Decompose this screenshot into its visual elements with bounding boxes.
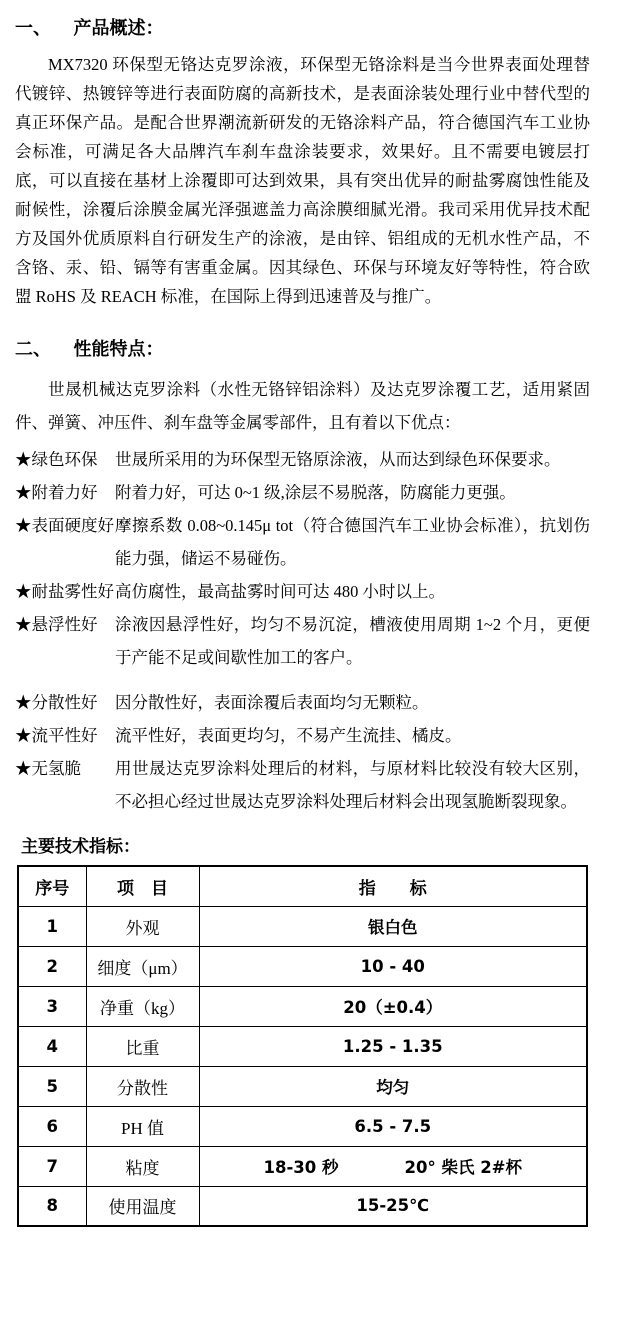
feature-description: 附着力好，可达 0~1 级,涂层不易脱落，防腐能力更强。 — [115, 483, 516, 502]
star-icon: ★ — [15, 759, 32, 778]
section-1-heading — [15, 14, 590, 40]
feature-label: ★分散性好 — [15, 693, 98, 712]
table-header-row — [18, 866, 587, 906]
section-2-number: 二、 — [15, 339, 51, 359]
star-icon: ★ — [15, 516, 32, 535]
row-item: 分散性 — [86, 1066, 199, 1106]
row-index: 4 — [18, 1026, 86, 1066]
row-index: 3 — [18, 986, 86, 1026]
table-row — [18, 1186, 587, 1226]
column-header-indicator: 指 标 — [199, 866, 587, 906]
feature-item — [15, 686, 590, 719]
row-item: 比重 — [86, 1026, 199, 1066]
star-icon: ★ — [15, 615, 32, 634]
feature-item — [15, 719, 590, 752]
row-index: 1 — [18, 906, 86, 946]
row-index: 8 — [18, 1186, 86, 1226]
row-item: 净重（kg） — [86, 986, 199, 1026]
feature-item — [15, 608, 590, 674]
star-icon: ★ — [15, 483, 32, 502]
feature-label: ★流平性好 — [15, 726, 98, 745]
star-icon: ★ — [15, 582, 32, 601]
row-value: 10 - 40 — [199, 946, 587, 986]
row-value: 均匀 — [199, 1066, 587, 1106]
row-item: PH 值 — [86, 1106, 199, 1146]
features-list — [15, 443, 590, 818]
feature-item — [15, 575, 590, 608]
feature-label: ★表面硬度好 — [15, 516, 114, 535]
feature-description: 涂液因悬浮性好，均匀不易沉淀，槽液使用周期 1~2 个月，更便于产能不足或间歇性加工的客户。 — [115, 615, 590, 667]
row-value: 18-30 秒 20° 柴氏 2#杯 — [199, 1146, 587, 1186]
features-intro: 世晟机械达克罗涂料（水性无铬锌铝涂料）及达克罗涂覆工艺，适用紧固件、弹簧、冲压件、刹车盘等金属零部件，且有着以下优点： — [15, 380, 590, 432]
product-overview-paragraph: MX7320 环保型无铬达克罗涂液，环保型无铬涂料是当今世界表面处理替代镀锌、热镀锌等进行表面防腐的高新技术，是表面涂装处理行业中替代型的真正环保产品。是配合世界潮流新研发的无铬涂料产品，符合德国汽车工业协会标准，可满足各大品牌汽车刹车盘涂装要求，效果好。且不需要电镀层打底，可以直接在基材上涂覆即可达到效果，具有突出优异的耐盐雾腐蚀性能及耐候性，涂覆后涂膜金属光泽强遮盖力高涂膜细腻光滑。我司采用优异技术配方及国外优质原料自行研发生产的涂液，是由锌、铝组成的无机水性产品，不含铬、汞、铅、镉等有害重金属。因其绿色、环保与环境友好等特性，符合欧盟 RoHS 及 REACH 标准，在国际上得到迅速普及与推广。 — [15, 55, 590, 306]
feature-label: ★悬浮性好 — [15, 615, 98, 634]
table-row — [18, 906, 587, 946]
feature-label: ★耐盐雾性好 — [15, 582, 114, 601]
row-value: 银白色 — [199, 906, 587, 946]
row-value: 15-25℃ — [199, 1186, 587, 1226]
table-row — [18, 946, 587, 986]
feature-description: 因分散性好，表面涂覆后表面均匀无颗粒。 — [115, 693, 429, 712]
table-row — [18, 1066, 587, 1106]
feature-label: ★附着力好 — [15, 483, 98, 502]
table-row — [18, 986, 587, 1026]
row-item: 使用温度 — [86, 1186, 199, 1226]
feature-label: ★绿色环保 — [15, 450, 98, 469]
spec-table — [17, 865, 588, 1227]
feature-item — [15, 752, 590, 818]
row-item: 外观 — [86, 906, 199, 946]
row-index: 6 — [18, 1106, 86, 1146]
feature-description: 世晟所采用的为环保型无铬原涂液，从而达到绿色环保要求。 — [115, 450, 561, 469]
row-index: 5 — [18, 1066, 86, 1106]
row-item: 细度（μm） — [86, 946, 199, 986]
table-row — [18, 1106, 587, 1146]
section-1-title: 产品概述： — [73, 18, 164, 38]
row-value: 6.5 - 7.5 — [199, 1106, 587, 1146]
section-2-title: 性能特点： — [73, 339, 164, 359]
feature-description: 摩擦系数 0.08~0.145μ tot（符合德国汽车工业协会标准），抗划伤能力强，储运不易碰伤。 — [115, 516, 590, 568]
feature-label: ★无氢脆 — [15, 759, 81, 778]
feature-item — [15, 509, 590, 575]
table-row — [18, 1146, 587, 1186]
row-value: 20（±0.4） — [199, 986, 587, 1026]
feature-description: 流平性好，表面更均匀，不易产生流挂、橘皮。 — [115, 726, 462, 745]
star-icon: ★ — [15, 450, 32, 469]
row-value: 1.25 - 1.35 — [199, 1026, 587, 1066]
feature-item — [15, 476, 590, 509]
column-header-index: 序号 — [18, 866, 86, 906]
feature-item — [15, 443, 590, 476]
column-header-item: 项 目 — [86, 866, 199, 906]
section-1-number: 一、 — [15, 18, 51, 38]
row-index: 7 — [18, 1146, 86, 1186]
tech-specs-title: 主要技术指标： — [21, 837, 140, 856]
feature-description: 用世晟达克罗涂料处理后的材料，与原材料比较没有较大区别，不必担心经过世晟达克罗涂料处理后材料会出现氢脆断裂现象。 — [115, 759, 590, 811]
row-item: 粘度 — [86, 1146, 199, 1186]
table-row — [18, 1026, 587, 1066]
section-2-heading — [15, 335, 590, 361]
feature-description: 高仿腐性，最高盐雾时间可达 480 小时以上。 — [115, 582, 445, 601]
row-index: 2 — [18, 946, 86, 986]
star-icon: ★ — [15, 726, 32, 745]
star-icon: ★ — [15, 693, 32, 712]
